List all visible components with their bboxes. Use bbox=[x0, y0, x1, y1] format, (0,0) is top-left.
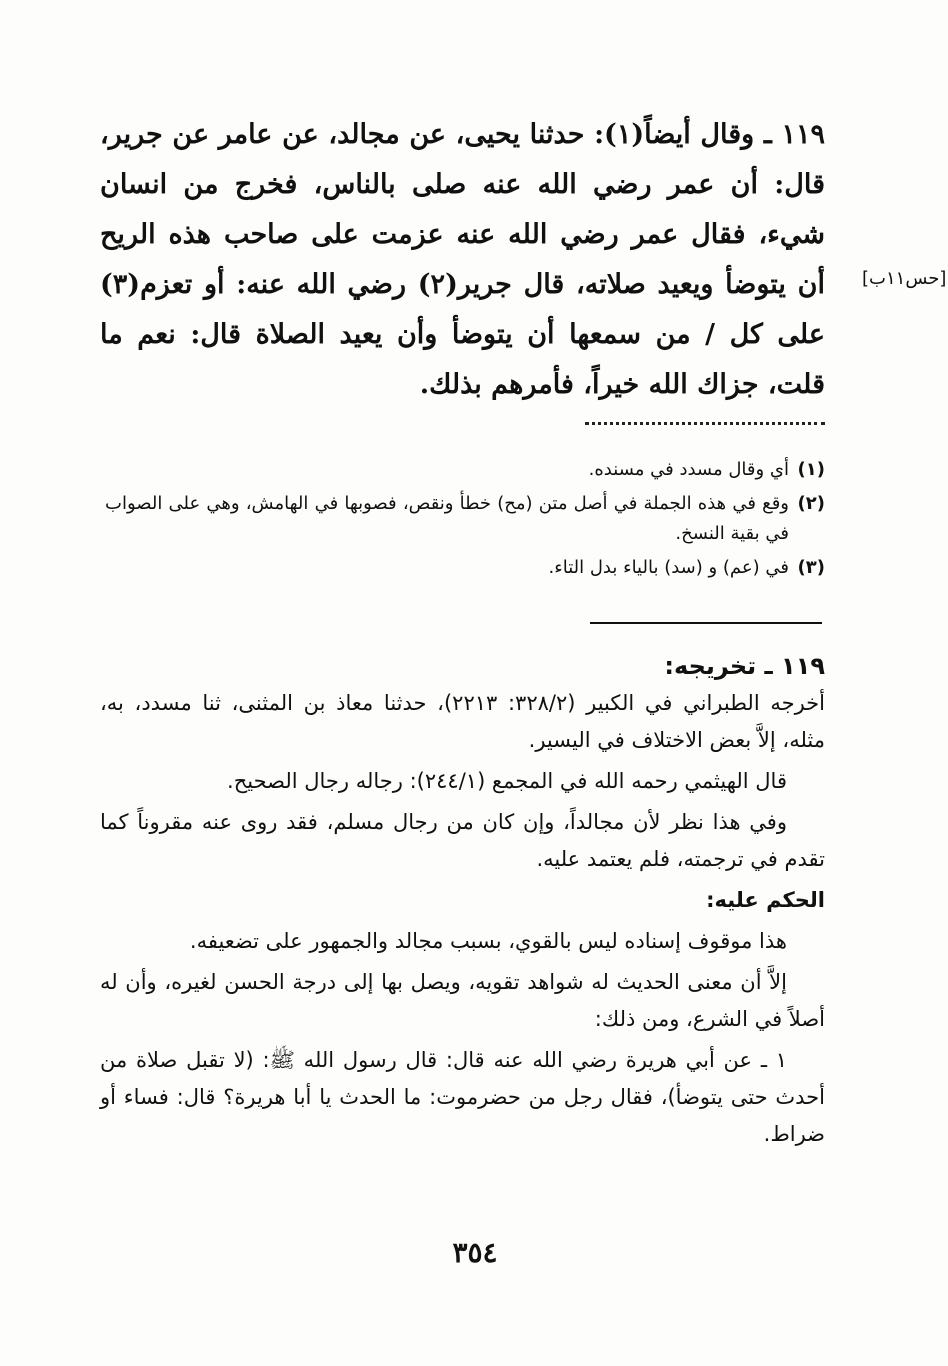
takhrij-paragraph-2: قال الهيثمي رحمه الله في المجمع (٢٤٤/١): رجاله رجال الصحيح. bbox=[227, 769, 787, 793]
section-divider bbox=[590, 622, 822, 624]
hukm-paragraph-1: هذا موقوف إسناده ليس بالقوي، بسبب مجالد والجمهور على تضعيفه. bbox=[189, 929, 787, 953]
hukm-heading: الحكم عليه: bbox=[706, 888, 825, 912]
hukm-paragraph-3: ١ ـ عن أبي هريرة رضي الله عنه قال: قال رسول الله ﷺ: (لا تقبل صلاة من أحدث حتى يتوضأ)، فقال رجل من حضرموت: ما الحدث يا أبا هريرة؟ قال: فساء أو ضراط. bbox=[100, 1048, 825, 1146]
footnote-separator bbox=[585, 422, 825, 425]
margin-manuscript-note: [حس١١ب] bbox=[862, 268, 947, 289]
hukm-paragraph-2: إلاَّ أن معنى الحديث له شواهد تقويه، ويصل بها إلى درجة الحسن لغيره، وأن له أصلاً في الشرع، ومن ذلك: bbox=[100, 970, 825, 1031]
takhrij-paragraph-3: وفي هذا نظر لأن مجالداً، وإن كان من رجال مسلم، فقد روى عنه مقروناً كما تقدم في ترجمته، فلم يعتمد عليه. bbox=[100, 810, 825, 871]
footnote-2 bbox=[105, 489, 825, 549]
footnote-number: (٣) bbox=[797, 557, 825, 578]
footnotes bbox=[105, 455, 825, 587]
main-text-paragraph: ١١٩ ـ وقال أيضاً(١): حدثنا يحيى، عن مجالد، عن عامر عن جرير، قال: أن عمر رضي الله عنه صلى بالناس، فخرج من انسان شيء، فقال عمر رضي الله عنه عزمت على صاحب هذه الريح أن يتوضأ ويعيد صلاته، قال جرير(٢) رضي الله عنه: أو تعزم(٣) على كل / من سمعها أن يتوضأ وأن يعيد الصلاة قال: نعم ما قلت، جزاك الله خيراً، فأمرهم بذلك. bbox=[100, 119, 825, 400]
footnote-number: (١) bbox=[797, 459, 825, 480]
footnote-number: (٢) bbox=[797, 493, 825, 514]
takhrij-heading: ١١٩ ـ تخريجه: bbox=[664, 652, 825, 680]
footnote-3 bbox=[105, 553, 825, 583]
footnote-text: أي وقال مسدد في مسنده. bbox=[588, 459, 789, 480]
page-number: ٣٥٤ bbox=[452, 1236, 498, 1269]
takhrij-paragraph-1: أخرجه الطبراني في الكبير (٣٢٨/٢: ٢٢١٣)، حدثنا معاذ بن المثنى، ثنا مسدد، به، مثله، إلاَّ بعض الاختلاف في اليسير. bbox=[100, 691, 825, 752]
footnote-1 bbox=[105, 455, 825, 485]
footnote-text: في (عم) و (سد) بالياء بدل التاء. bbox=[548, 557, 789, 578]
takhrij-section bbox=[100, 648, 825, 1157]
footnote-text: وقع في هذه الجملة في أصل متن (مح) خطأ ونقص، فصوبها في الهامش، وهي على الصواب في بقية النسخ. bbox=[105, 493, 789, 544]
